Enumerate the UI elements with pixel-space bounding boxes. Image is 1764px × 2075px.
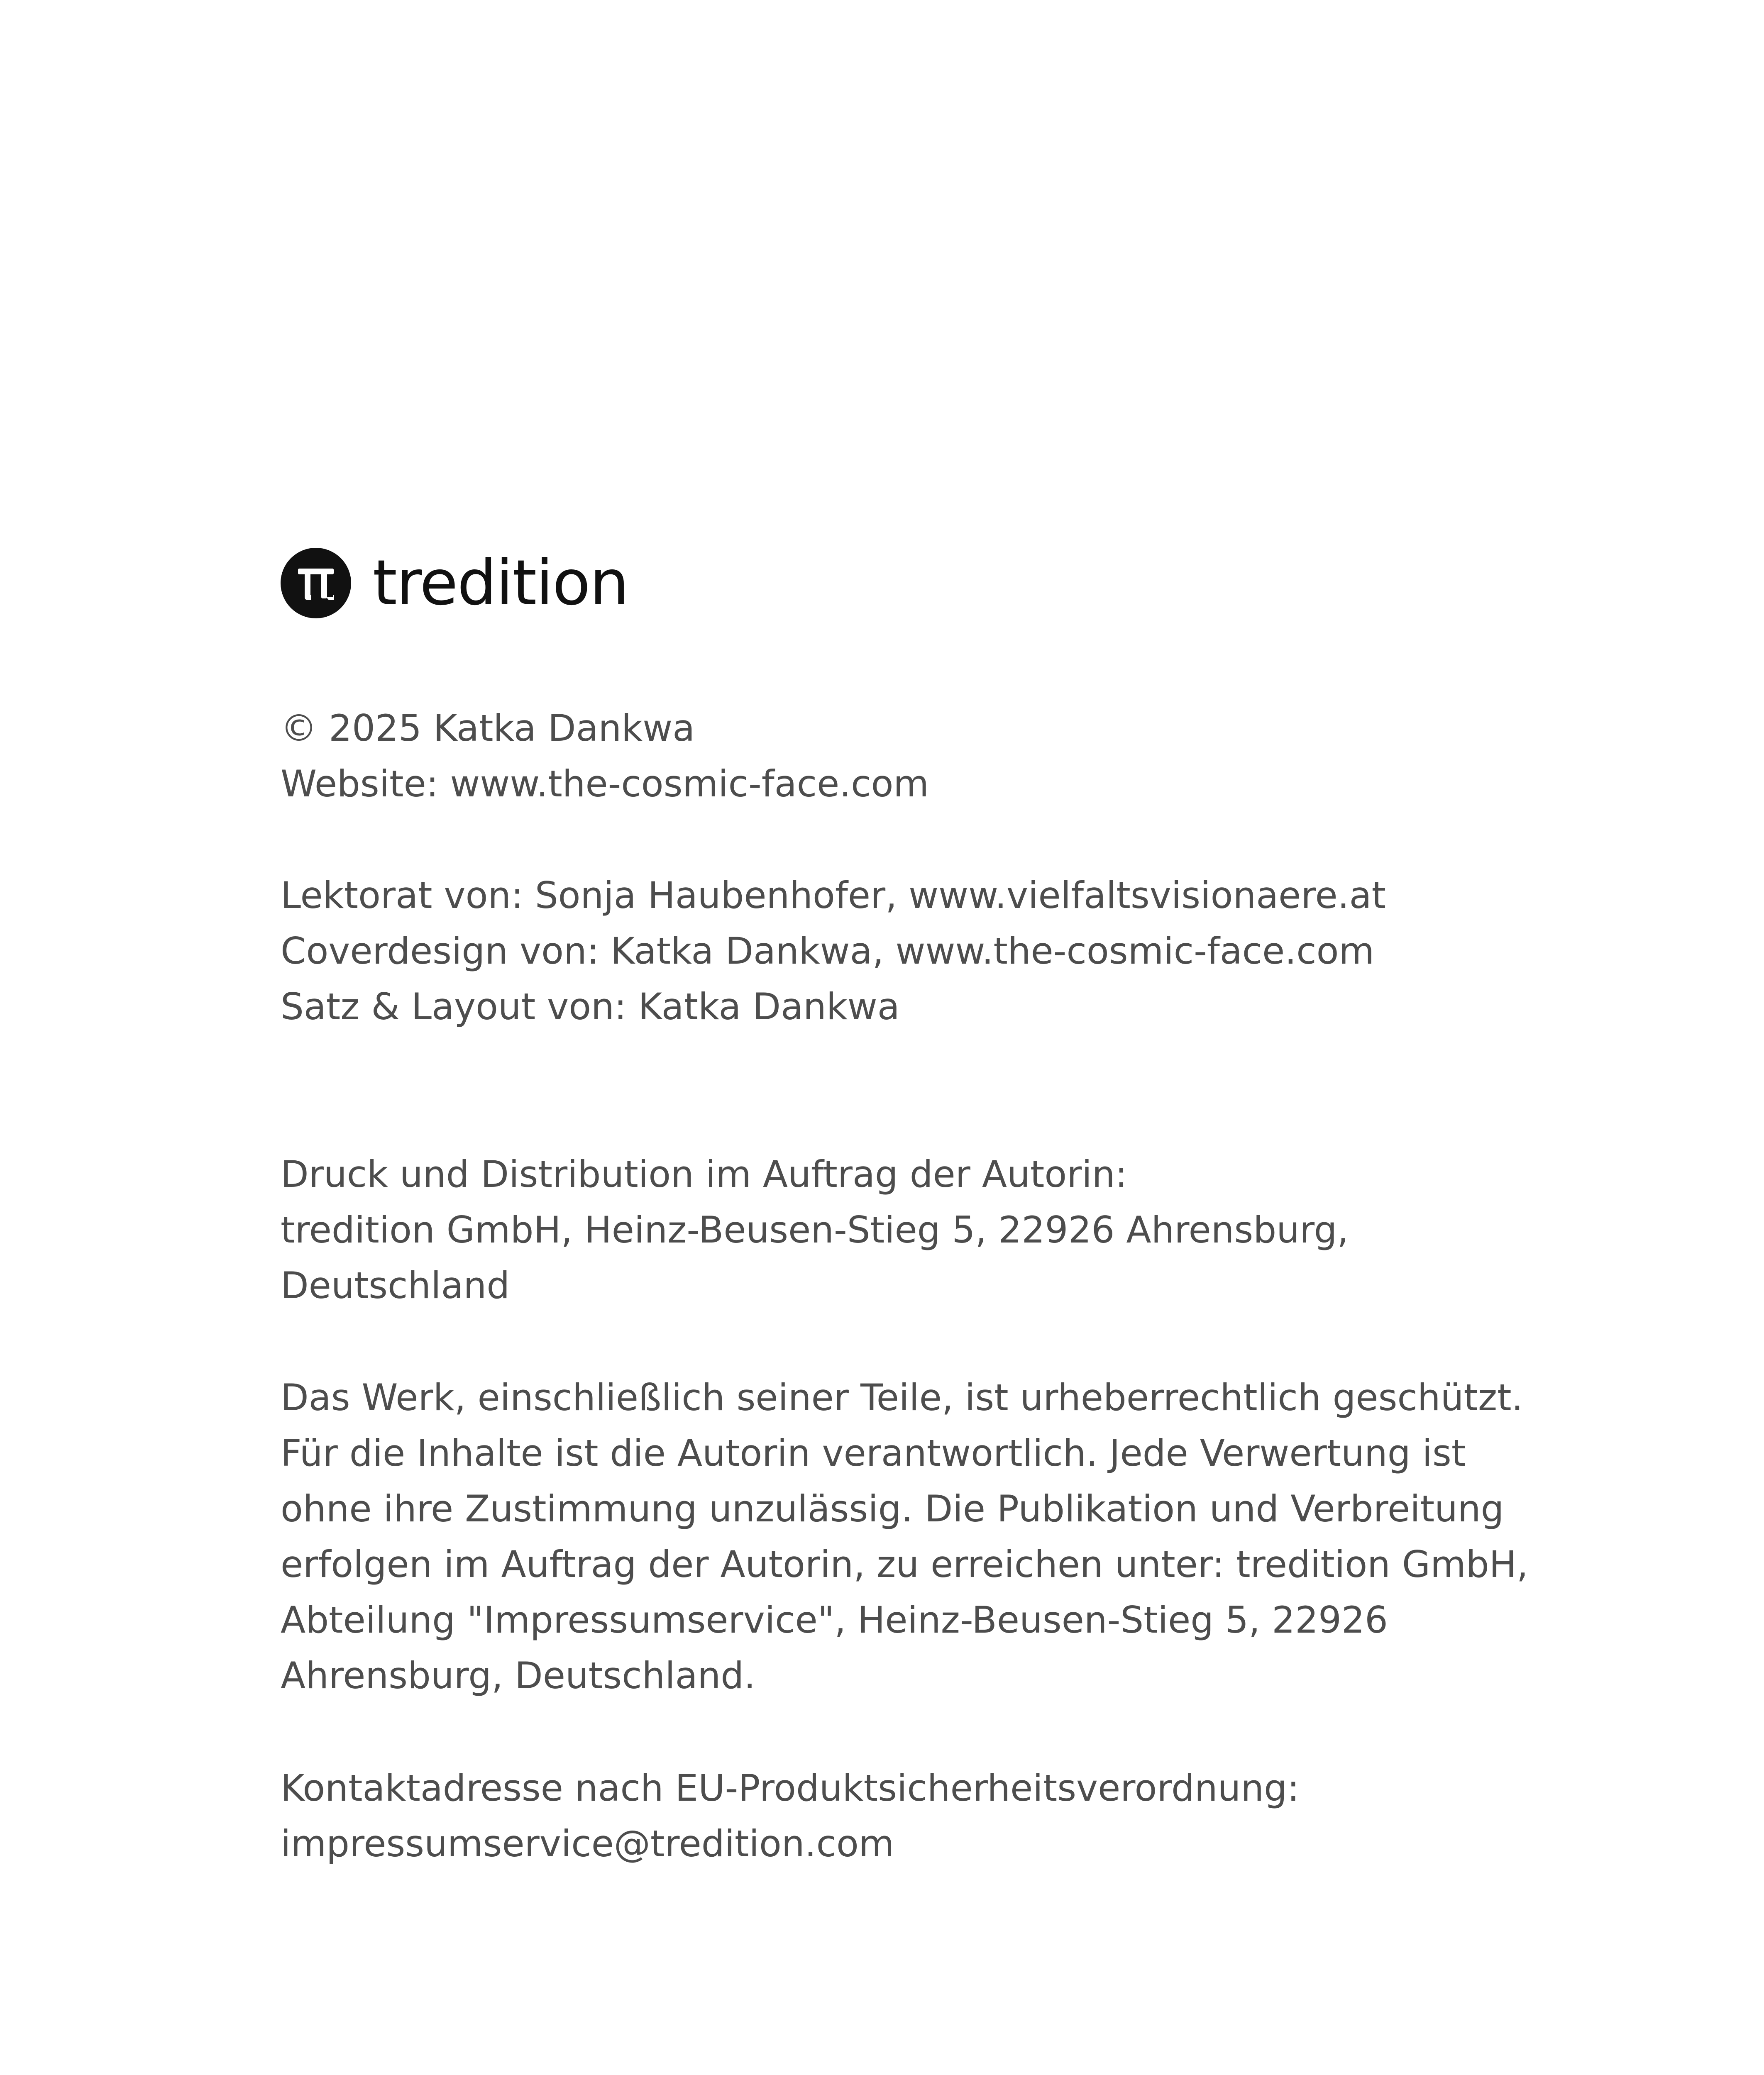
print-line: Deutschland bbox=[281, 1264, 510, 1307]
print-line: tredition GmbH, Heinz-Beusen-Stieg 5, 22926 Ahrensburg, bbox=[281, 1208, 1349, 1251]
legal-line: ohne ihre Zustimmung unzulässig. Die Publikation und Verbreitung bbox=[281, 1487, 1504, 1530]
credits-block bbox=[281, 868, 1526, 1035]
layout-credit: Satz & Layout von: Katka Dankwa bbox=[281, 985, 900, 1028]
legal-line: Abteilung "Impressumservice", Heinz-Beusen-Stieg 5, 22926 bbox=[281, 1599, 1388, 1641]
contact-heading: Kontaktadresse nach EU-Produktsicherheitsverordnung: bbox=[281, 1767, 1300, 1809]
copyright-line: © 2025 Katka Dankwa bbox=[281, 707, 695, 749]
contact-block bbox=[281, 1760, 1526, 1872]
website-line: Website: www.the-cosmic-face.com bbox=[281, 762, 929, 805]
print-distribution-block bbox=[281, 1147, 1526, 1313]
publisher-wordmark: tredition bbox=[373, 547, 628, 619]
publisher-logo bbox=[281, 548, 628, 618]
legal-line: Für die Inhalte ist die Autorin verantwortlich. Jede Verwertung ist bbox=[281, 1432, 1466, 1474]
cover-credit: Coverdesign von: Katka Dankwa, www.the-cosmic-face.com bbox=[281, 930, 1375, 972]
legal-line: erfolgen im Auftrag der Autorin, zu erreichen unter: tredition GmbH, bbox=[281, 1543, 1528, 1586]
copyright-notice-block bbox=[281, 1370, 1526, 1704]
legal-line: Das Werk, einschließlich seiner Teile, ist urheberrechtlich geschützt. bbox=[281, 1376, 1523, 1419]
editing-credit: Lektorat von: Sonja Haubenhofer, www.vielfaltsvisionaere.at bbox=[281, 874, 1386, 917]
print-line: Druck und Distribution im Auftrag der Autorin: bbox=[281, 1153, 1128, 1196]
legal-line: Ahrensburg, Deutschland. bbox=[281, 1654, 756, 1697]
contact-email: impressumservice@tredition.com bbox=[281, 1822, 894, 1865]
copyright-block bbox=[281, 701, 1526, 812]
tredition-logo-icon bbox=[281, 548, 351, 618]
